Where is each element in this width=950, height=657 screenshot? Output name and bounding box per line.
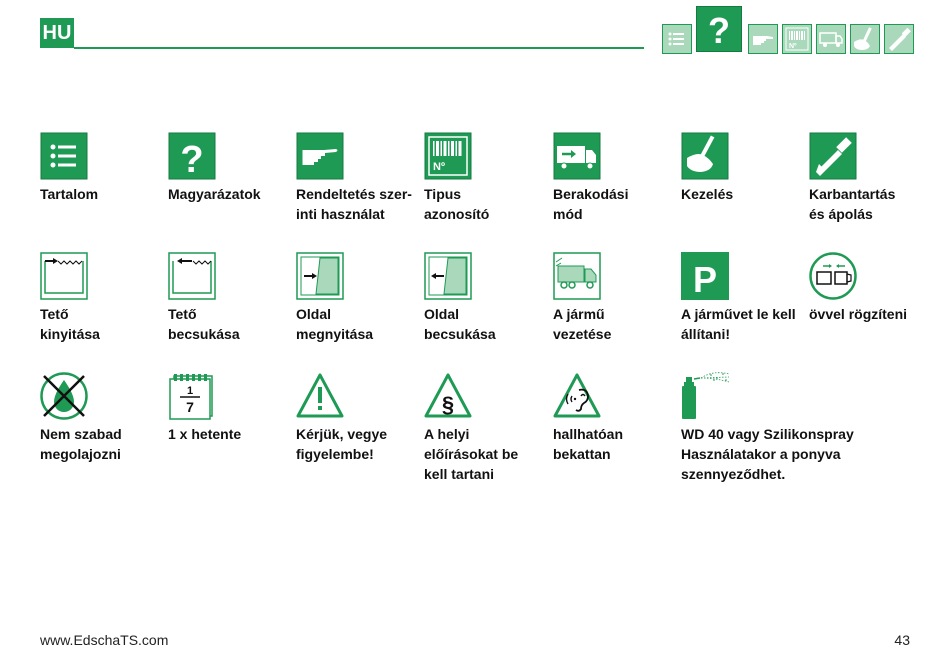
symbol-label-spray: WD 40 vagy Szilikonspray Használatakor a ponyva szennyeződhet. [681, 426, 854, 482]
svg-text:Nº: Nº [789, 43, 797, 50]
hand-operation-icon [681, 132, 729, 180]
audible-click-icon [553, 372, 601, 420]
side-open-icon [296, 252, 344, 300]
roof-close-icon [168, 252, 216, 300]
symbol-label-hetente: 1 x hetente [168, 426, 242, 442]
symbol-label-figyelembe: Kérjük, vegye figyelembe! [296, 426, 388, 462]
symbol-label-kezeles: Kezelés [681, 186, 734, 202]
parking-icon [681, 252, 729, 300]
symbol-label-teto-becsukasa: Tető becsukása [168, 306, 240, 342]
header-rule [74, 47, 644, 49]
symbol-label-tartalom: Tartalom [40, 186, 99, 202]
svg-text:?: ? [708, 10, 730, 51]
loading-truck-icon [553, 132, 601, 180]
spray-can-icon [681, 372, 733, 420]
language-badge: HU [40, 18, 74, 48]
calendar-weekly-icon [168, 372, 216, 420]
symbol-label-oldal-becsukasa: Oldal becsukása [424, 306, 496, 342]
nav-list-icon[interactable] [662, 24, 692, 54]
no-oil-icon [40, 372, 88, 420]
nav-pointing-hand-icon[interactable] [748, 24, 778, 54]
regulation-icon [424, 372, 472, 420]
belt-secure-icon [809, 252, 857, 300]
symbol-label-teto-kinyitasa: Tető kinyitása [40, 306, 100, 342]
side-close-icon [424, 252, 472, 300]
calendar-numerator: 1 [186, 385, 194, 397]
symbol-label-eloirasok: A helyi előírásokat be kell tartani [424, 426, 519, 482]
symbol-label-ovvel: övvel rögzíteni [809, 306, 908, 322]
nav-maintenance-icon[interactable] [884, 24, 914, 54]
barcode-no-icon [424, 132, 472, 180]
pointing-hand-icon [296, 132, 344, 180]
symbol-label-rendeltetes: Rendeltetés szer- inti használat [296, 186, 412, 222]
symbol-label-allitani: A járművet le kell állítani! [681, 306, 796, 342]
question-icon [168, 132, 216, 180]
maintenance-icon [809, 132, 857, 180]
svg-text:?: ? [180, 139, 204, 180]
svg-text:§: § [441, 392, 455, 417]
symbol-label-magyarazatok: Magyarázatok [168, 186, 261, 202]
page-number: 43 [894, 632, 910, 648]
footer-url: www.EdschaTS.com [40, 632, 169, 648]
roof-open-icon [40, 252, 88, 300]
barcode-no-text: Nº [433, 161, 445, 173]
nav-hand-operation-icon[interactable] [850, 24, 880, 54]
symbol-label-tipus: Tipus azonosító [424, 186, 490, 222]
calendar-denominator: 7 [186, 399, 194, 415]
symbol-label-nem-szabad: Nem szabad megolajozni [40, 426, 122, 462]
symbol-label-karbantartas: Karbantartás és ápolás [809, 186, 896, 222]
list-icon [40, 132, 88, 180]
symbol-label-bekattan: hallhatóan bekattan [553, 426, 624, 462]
symbol-label-oldal-megnyitasa: Oldal megnyitása [296, 306, 374, 342]
nav-barcode-no-icon[interactable] [782, 24, 812, 54]
drive-vehicle-icon [553, 252, 601, 300]
nav-icon-bar [662, 6, 912, 54]
nav-question-icon[interactable] [696, 6, 742, 52]
nav-loading-truck-icon[interactable] [816, 24, 846, 54]
parking-letter: P [692, 259, 718, 300]
symbol-label-jarmu-vezetese: A jármű vezetése [553, 306, 612, 342]
symbol-label-berakodasi: Berakodási mód [553, 186, 629, 222]
warning-icon [296, 372, 344, 420]
